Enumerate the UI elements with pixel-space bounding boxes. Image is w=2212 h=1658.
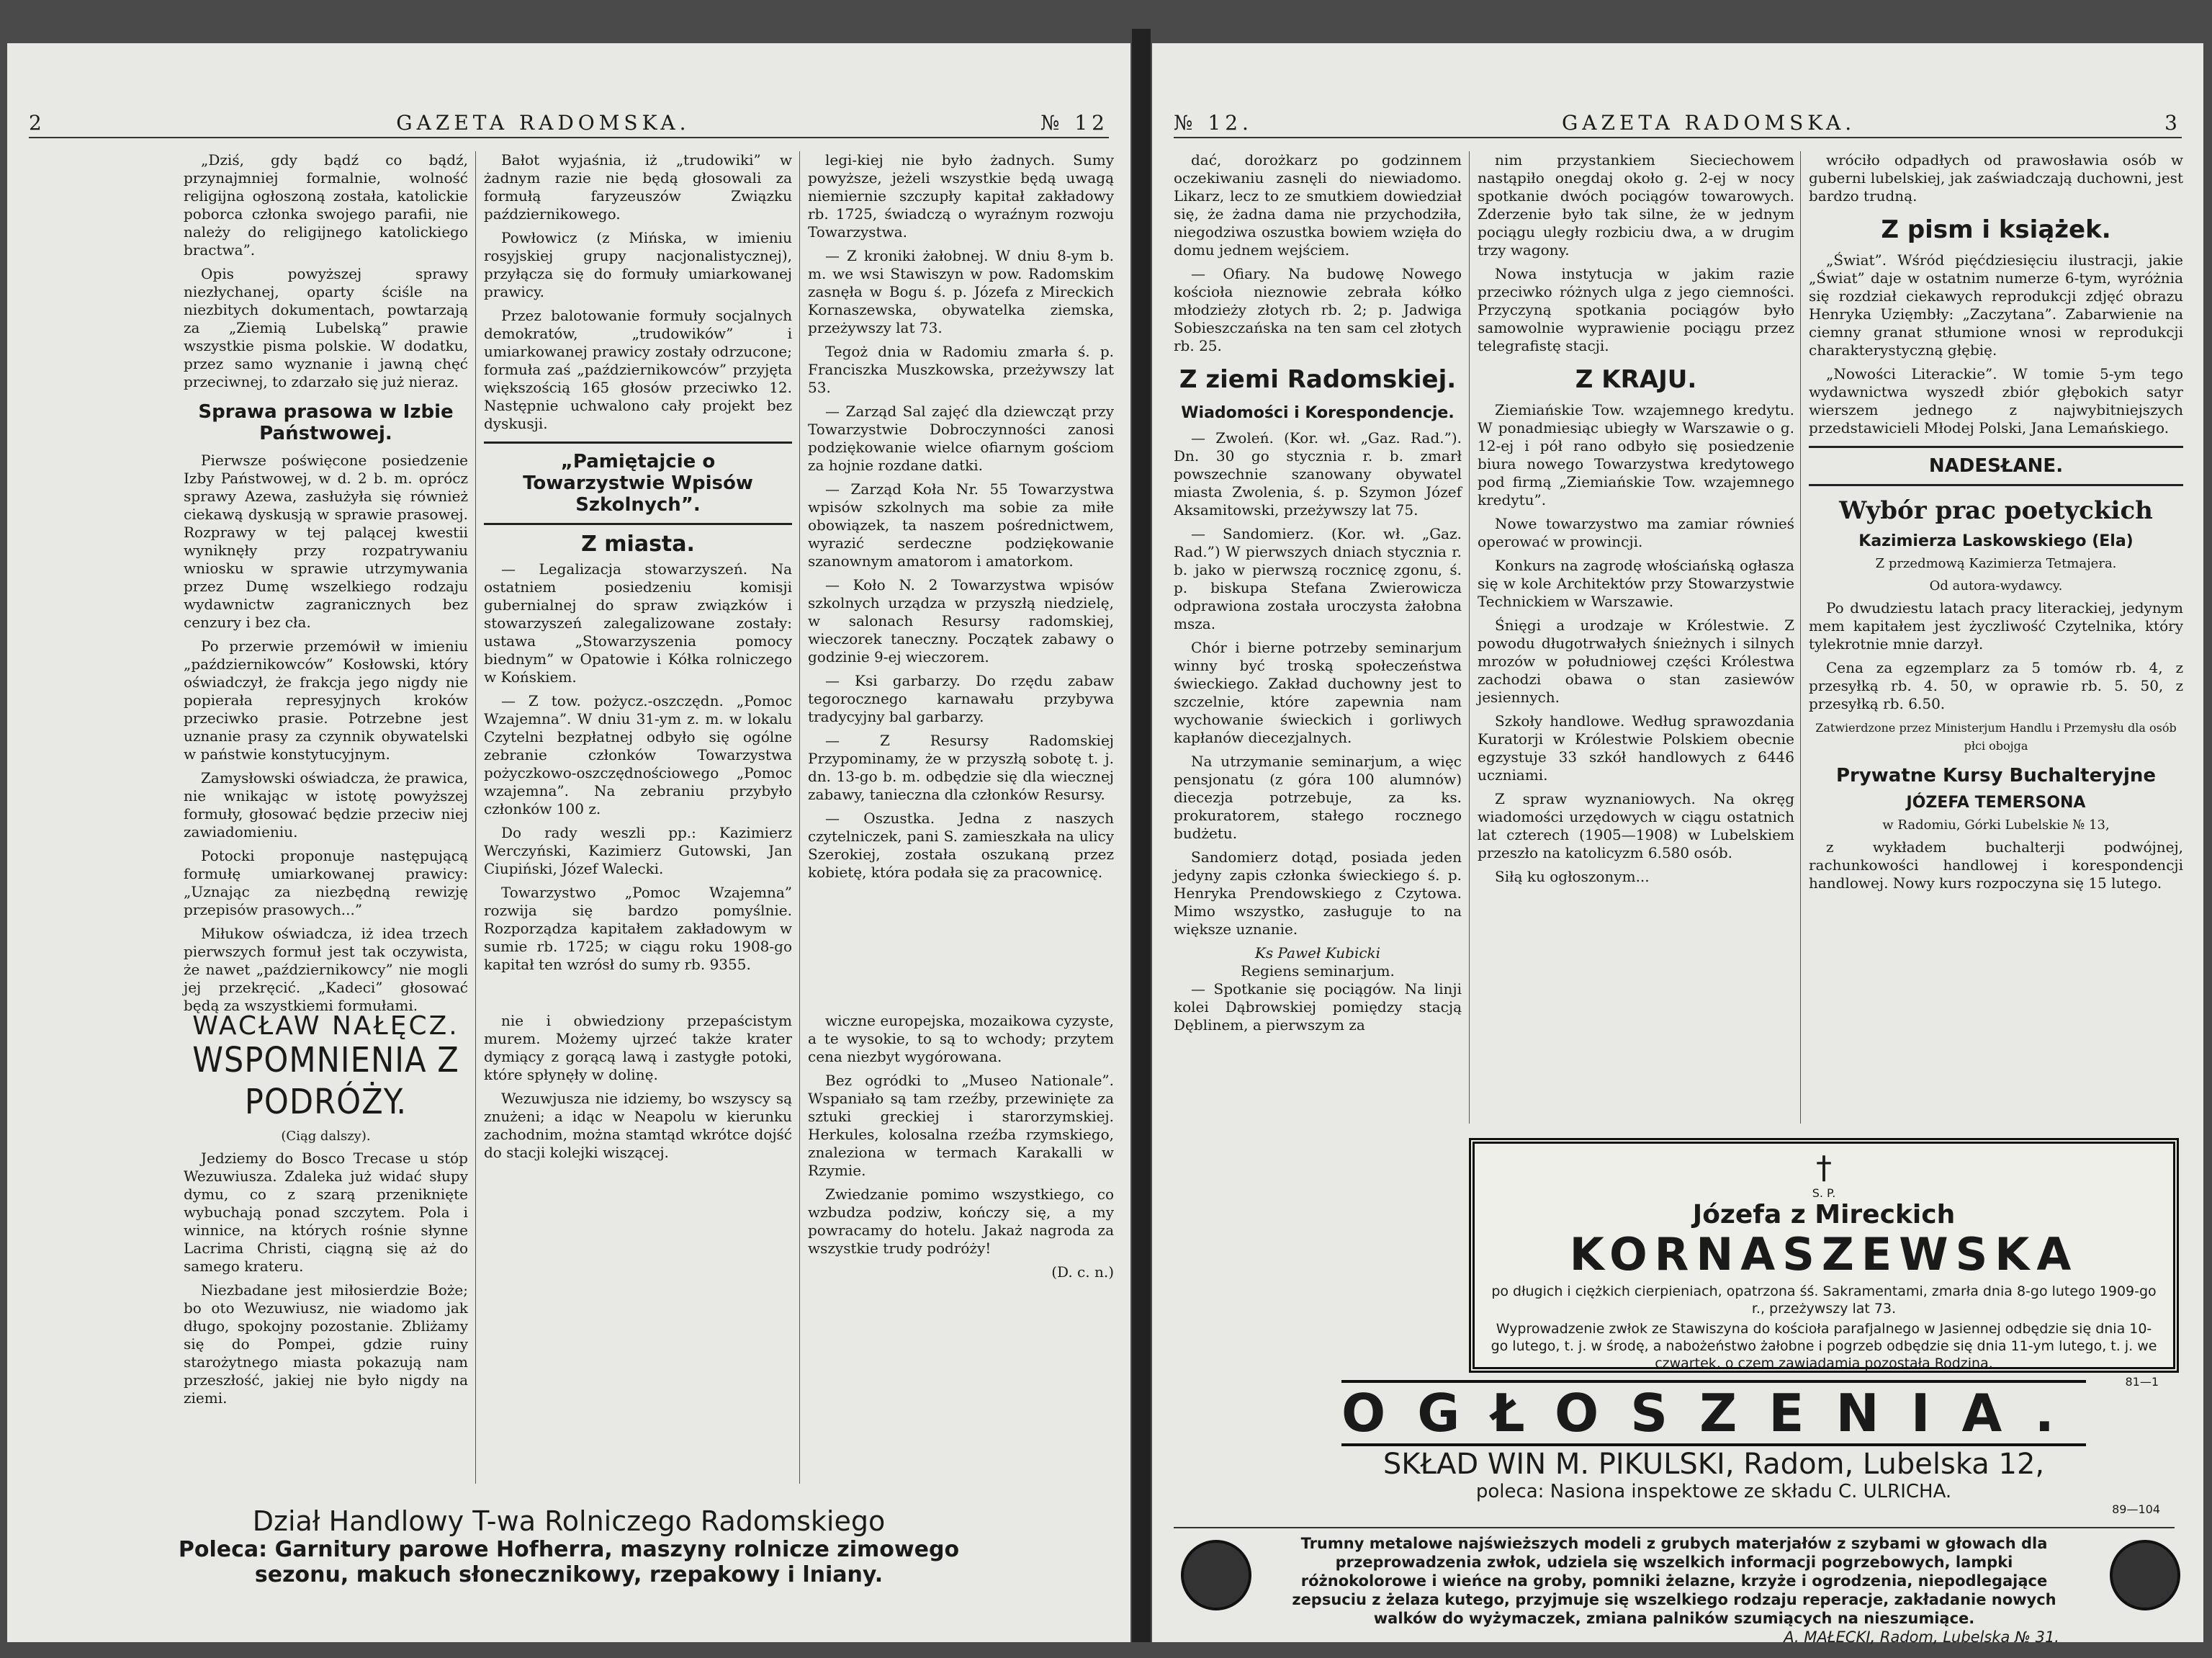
- paragraph: „Nowości Literackie”. W tomie 5-ym tego wydawnictwa wyszedł zbiór głębokich satyr wierszem jednego z najwybitniejszych przedstawicieli Młodej Polski, Jana Lemańskiego.: [1809, 365, 2183, 436]
- paragraph: Towarzystwo „Pomoc Wzajemna” rozwija się bardzo pomyślnie. Rozporządza kapitałem zakładowym w sumie rb. 1725; w ciągu roku 1908-go kapitał ten wzrósł do sumy rb. 9355.: [484, 884, 792, 973]
- ad-text: Trumny metalowe najświeższych modeli z grubych materjałów z szybami w głowach dla przeprowadzenia zwłok, udziela się wszelkich informacji pogrzebowych, lampki różnokolorowe i wieńce na groby, pomniki żelazne, krzyże i ogrodzenia, niepodlegające zepsuciu z żelaza kutego, przyjmuje się wszelkiego rodzaju reperacje, zakładanie nowych walków do wyżymaczek, zmiana palników szumiących na nieszumiące.: [1292, 1535, 2056, 1627]
- paragraph: — Zarząd Sal zajęć dla dziewcząt przy Towarzystwie Dobroczynności zanosi podziękowanie wielce ofiarnym gościom za hojnie rozdane datki.: [808, 403, 1114, 474]
- obit-surname: KORNASZEWSKA: [1569, 1228, 2079, 1281]
- paragraph: — Koło N. 2 Towarzystwa wpisów szkolnych urządza w przyszłą niedzielę, w salonach Resursy radomskiej, wieczorek taneczny. Początek zabawy o godzinie 9-ej wieczorem.: [808, 576, 1114, 666]
- paragraph: „Świat”. Wśród pięćdziesięciu ilustracji, jakie „Świat” daje w ostatnim numerze 6-tym, wyróżnia się rozdział ciekawych reprodukcji zdjęć obrazu Henryka Uzięmbły: „Zaczytana”. Zabarwienie na ciemny granat stłumione wnosi w reprodukcji charakterystyczną głębię.: [1809, 251, 2183, 359]
- paragraph: Bałot wyjaśnia, iż „trudowiki” w żadnym razie nie będą głosowali za formułą faryzeuszów Związku październikowego.: [484, 151, 792, 223]
- boxed-appeal: „Pamiętajcie o Towarzystwie Wpisów Szkolnych”.: [484, 442, 792, 525]
- left-col-2-continued: [484, 1012, 792, 1484]
- school-address: w Radomiu, Górki Lubelskie № 13,: [1882, 817, 2110, 833]
- approval-note: Zatwierdzone przez Ministerjum Handlu i Przemysłu dla osób płci obojga: [1815, 721, 2177, 753]
- right-running-head: [1174, 108, 2182, 138]
- ad-signature: A. MAŁECKI, Radom, Lubelska № 31.: [1784, 1628, 2059, 1646]
- right-col-1: [1174, 151, 1462, 1520]
- paragraph: — Zarząd Koła Nr. 55 Towarzystwa wpisów szkolnych ma sobie za miłe obowiązek, ta naszem pośrednictwem, wyrazić serdeczne podziękowanie szanownym amatorom i amatorkom.: [808, 480, 1114, 570]
- section-heading: Z KRAJU.: [1575, 365, 1697, 394]
- paragraph: dać, dorożkarz po godzinnem oczekiwaniu zasnęli do niewiadomo. Likarz, lecz to ze smutkiem dowiedział się, że żadna dama nie przychodziła, niegodziwa oszustka bowiem wzięła do domu jednem wejściem.: [1174, 151, 1462, 259]
- paragraph: nim przystankiem Sieciechowem nastąpiło onegdaj około g. 2-ej w nocy spotkanie dwóch pociągów towarowych. Zderzenie było tak silne, że w jednym pociągu uległy rozbiciu dwa, a w drugim trzy wagony.: [1478, 151, 1794, 259]
- paragraph: Potocki proponuje następującą formułę umiarkowanej prawicy: „Uznając za niezbędną rewizję przepisów prasowych...”: [184, 847, 468, 918]
- section-heading: Z miasta.: [581, 532, 695, 557]
- left-col-3: [808, 151, 1114, 1001]
- signature: Ks Paweł Kubicki: [1254, 944, 1381, 962]
- travels-title: WSPOMNIENIA Z PODRÓŻY.: [192, 1040, 459, 1122]
- running-title: GAZETA RADOMSKA.: [1561, 110, 1856, 135]
- travels-column: [184, 1008, 468, 1484]
- running-title: GAZETA RADOMSKA.: [396, 110, 691, 135]
- section-heading: Sprawa prasowa w Izbie Państwowej.: [198, 401, 454, 444]
- column-rule: [1469, 151, 1470, 1124]
- paragraph: Do rady weszli pp.: Kazimierz Werczyński, Kazimierz Gutowski, Jan Ciupiński, Józef Walecki.: [484, 824, 792, 877]
- right-page: [1152, 43, 2203, 1646]
- paragraph: nie i obwiedziony przepaścistym murem. Możemy ujrzeć także krater dymiący z gorącą lawą i zastygłe potoki, które spłynęły w dolinę.: [484, 1012, 792, 1083]
- agri-ad: [151, 1505, 986, 1587]
- paragraph: legi-kiej nie było żadnych. Sumy powyższe, jeżeli wszystkie będą uwagą niemiernie szczupły kapitał zakładowy rb. 1725, świadczą o wyraźnym rozwoju Towarzystwa.: [808, 151, 1114, 241]
- issue-number: № 12.: [1174, 110, 1253, 135]
- left-col-1: [184, 151, 468, 1014]
- paragraph: „Dziś, gdy bądź co bądź, przynajmniej formalnie, wolność religijna ogłoszoną została, katolickie poborca członka swojego parafii, nie należy do religijnego katolickiego bractwa”.: [184, 151, 468, 259]
- obit-text: po długich i ciężkich cierpieniach, opatrzona śś. Sakramentami, zmarła dnia 8-go lutego 1909-go r., przeżywszy lat 73.: [1491, 1283, 2157, 1317]
- section-heading: NADESŁANE.: [1809, 446, 2183, 486]
- paragraph: — Sandomierz. (Kor. wł. „Gaz. Rad.”) W pierwszych dniach stycznia r. b. jako w pierwszą rocznicę zgonu, ś. p. biskupa Stefana Zwierowicza odprawiona została uroczysta żałobna msza.: [1174, 525, 1462, 632]
- section-subheading: Wiadomości i Korespondencje.: [1181, 404, 1455, 422]
- paragraph: Ziemiańskie Tow. wzajemnego kredytu. W ponadmiesiąc ubiegły w Warszawie o g. 12-ej i pół rano odbyło się posiedzenie biura nowego Towarzystwa kredytowego pod firmą „Ziemiańskie Tow. wzajemnego kredytu”.: [1478, 401, 1794, 508]
- wine-shop-ad: [1267, 1448, 2160, 1516]
- ads-heading: [1267, 1383, 2160, 1443]
- left-col-2: [484, 151, 792, 1001]
- paragraph: — Zwoleń. (Kor. wł. „Gaz. Rad.”). Dn. 30 go stycznia r. b. zmarł powszechnie szanowany obywatel miasta Zwolenia, ś. p. Szymon Józef Aksamitowski, przeżywszy lat 75.: [1174, 429, 1462, 519]
- column-rule: [475, 151, 476, 1484]
- paragraph: Tegoż dnia w Radomiu zmarła ś. p. Franciszka Muszkowska, przeżywszy lat 53.: [808, 343, 1114, 396]
- obit-text: Wyprowadzenie zwłok ze Stawiszyna do kościoła parafjalnego w Jasiennej odbędzie się dnia 10-go lutego, t. j. w środę, a nabożeństwo żałobne i pogrzeb odbędzie się dnia 11-ym lutego, t. j. we czwartek, o czem zawiadamia pozostała Rodzina.: [1491, 1321, 2157, 1371]
- ad-headline: SKŁAD WIN M. PIKULSKI, Radom, Lubelska 12,: [1382, 1448, 2045, 1481]
- paragraph: Chór i bierne potrzeby seminarjum winny być troską społeczeństwa świeckiego. Zakład duchowny jest to szczelnie, które zapewnia nam wychowanie świeckich i gorliwych kapłanów diecezjalnych.: [1174, 639, 1462, 746]
- paragraph: Nowe towarzystwo ma zamiar równieś operować w prowincji.: [1478, 515, 1794, 550]
- paragraph: wróciło odpadłych od prawosławia osób w guberni lubelskiej, jak zaświadczają duchowni, jest bardzo trudną.: [1809, 151, 2183, 205]
- cross-icon: †: [1816, 1150, 1832, 1186]
- ad-text: poleca: Nasiona inspektowe ze składu C. ULRICHA.: [1475, 1481, 1952, 1502]
- paragraph: Siłą ku ogłoszonym...: [1495, 868, 1650, 885]
- paragraph: Zamysłowski oświadcza, że prawica, nie wnikając w istotę powyższej formuły, głosować będzie przeciw niej zawiadomieniu.: [184, 769, 468, 841]
- ad-text: Poleca: Garnitury parowe Hofherra, maszyny rolnicze zimowego sezonu, makuch słonecznikowy, rzepakowy i lniany.: [178, 1537, 960, 1587]
- paragraph: Cena za egzemplarz za 5 tomów rb. 4, z przesyłką rb. 4. 50, w oprawie rb. 5. 50, z przesyłką rb. 6.50.: [1809, 659, 2183, 712]
- paragraph: Zwiedzanie pomimo wszystkiego, co wzbudza podziw, kończy się, a my powracamy do hotelu. Jakaż nagroda za wszystkie trudy podróży!: [808, 1186, 1114, 1257]
- school-title: Prywatne Kursy Buchalteryjne: [1835, 765, 2157, 787]
- page-number: 3: [2164, 110, 2182, 135]
- section-heading: Z pism i książek.: [1881, 215, 2111, 244]
- paragraph: Przez balotowanie formuły socjalnych demokratów, „trudowików” i umiarkowanej prawicy zostały odrzucone; formuła zaś „październikowców” przyjęta większością 165 głosów przeciwko 12. Następnie uchwalono cały projekt bez dyskusji.: [484, 307, 792, 432]
- issue-number: № 12: [1040, 110, 1109, 135]
- left-col-3-continued: [808, 1012, 1114, 1484]
- left-running-head: [29, 108, 1109, 138]
- paragraph: — Oszustka. Jedna z naszych czytelniczek, pani S. zamieszkała na ulicy Szerokiej, została oszukaną przez kobietę, która podała się za pracownicę.: [808, 810, 1114, 881]
- obit-name-first: Józefa z Mireckich: [1692, 1200, 1956, 1229]
- column-rule: [1800, 151, 1801, 1124]
- paragraph: Na utrzymanie seminarjum, a więc pensjonatu (z góra 100 alumnów) diecezja potrzebuje, za ks. prokuratorem, stałego rocznego budżetu.: [1174, 753, 1462, 842]
- right-col-2: [1478, 151, 1794, 1124]
- paragraph: Niezbadane jest miłosierdzie Boże; bo oto Wezuwiusz, nie wiadomo jak długo, spokojny pozostanie. Zbliżamy się do Pompei, gdzie ruiny starożytnego miasta pokazują nam przeszłość, jakiej nie było nigdy na ziemi.: [184, 1281, 468, 1407]
- section-heading: Z ziemi Radomskiej.: [1179, 365, 1457, 394]
- paragraph: Miłukow oświadcza, iż idea trzech pierwszych formuł jest tak oczywista, że nawet „październikowcy” nie mogli jej przekręcić. „Kadeci” głosować będą za wszystkiemi formułami.: [184, 925, 468, 1014]
- ad-headline: Dział Handlowy T-wa Rolniczego Radomskiego: [252, 1505, 886, 1537]
- paragraph: Śnięgi a urodzaje w Królestwie. Z powodu długotrwałych śnieżnych i silnych mrozów w południowej części Królestwa zachodzi obawa o stan zasiewów jesiennych.: [1478, 617, 1794, 706]
- ads-heading-text: OGŁOSZENIA.: [1341, 1380, 2086, 1446]
- obit-number: 81—1: [2125, 1375, 2159, 1389]
- signature-role: Regiens seminarjum.: [1241, 962, 1395, 980]
- paragraph: Powłowicz (z Mińska, w imieniu rosyjskiej grupy nacjonalistycznej), przyłącza się do formuły umiarkowanej prawicy.: [484, 229, 792, 300]
- author-name: WACŁAW NAŁĘCZ.: [192, 1011, 459, 1041]
- right-col-3: [1809, 151, 2183, 1124]
- book-preface: Z przedmową Kazimierza Tetmajera.: [1875, 556, 2117, 571]
- school-owner: JÓZEFA TEMERSONA: [1906, 794, 2086, 812]
- paragraph: Nowa instytucja w jakim razie przeciwko różnych ulga z jego ciemności. Przyczyną spotkania pociągów było samowolnie wyprawienie pociągu przez telegrafistę stacji.: [1478, 265, 1794, 354]
- book-gutter: [1132, 29, 1151, 1642]
- paragraph: — Spotkanie się pociągów. Na linji kolei Dąbrowskiej pomiędzy stacją Dęblinem, a pierwszym za: [1174, 980, 1462, 1034]
- paragraph: — Z kroniki żałobnej. W dniu 8-ym b. m. we wsi Stawiszyn w pow. Radomskim zasnęła w Bogu ś. p. Józefa z Mireckich Kornaszewska, obywatelka ziemska, przeżywszy lat 73.: [808, 247, 1114, 336]
- paragraph: — Ofiary. Na budowę Nowego kościoła nieznowie zebrała kółko młodzieży złotych rb. 2; p. Jadwiga Sobieszczańska na ten sam cel złotych rb. 25.: [1174, 265, 1462, 354]
- paragraph: Po przerwie przemówił w imieniu „październikowców” Kosłowski, który oświadczył, że frakcja jego nigdy nie popierała represyjnych kroków przeciwko prasie. Potrzebne jest uznanie prasy za czynnik obywatelski w państwie konstytucyjnym.: [184, 637, 468, 763]
- obituary-notice: [1469, 1138, 2179, 1389]
- paragraph: Bez ogródki to „Museo Nationale”. Wspaniało są tam rzeźby, przewinięte za sztuki greckiej i starorzymskiej. Herkules, kolosalna rzeźba rzymskiego, znaleziona w termach Karakalli w Rzymie.: [808, 1072, 1114, 1179]
- book-title: Wybór prac poetyckich: [1839, 496, 2153, 525]
- paragraph: Pierwsze poświęcone posiedzenie Izby Państwowej, w d. 2 b. m. oprócz sprawy Azewa, zasłużyła się również ciekawą dyskusją w sprawie prasowej. Rozprawy w tej palącej kwestii wyniknęły przy rozpatrywaniu wniosku w sprawie utrzymywania przez Dumę wszelkiego rodzaju wydawnictw zagranicznych bez cenzury i bez cła.: [184, 452, 468, 631]
- obit-small: S. P.: [1812, 1186, 1836, 1200]
- book-note: Od autora-wydawcy.: [1929, 578, 2063, 593]
- paragraph: Szkoły handlowe. Według sprawozdania Kuratorji w Królestwie Polskiem obecnie egzystuje 33 szkół handlowych z 6446 uczniami.: [1478, 712, 1794, 784]
- signature: (D. c. n.): [1051, 1263, 1114, 1281]
- paragraph: — Z tow. pożycz.-oszczędn. „Pomoc Wzajemna”. W dniu 31-ym z. m. w lokalu Czytelni bezpłatnej odbyło się ogólne zebranie członków Towarzystwa pożyczkowo-oszczędnościowego „Pomoc wzajemna”. Na zebraniu przybyło członków 100 z.: [484, 692, 792, 817]
- paragraph: Konkurs na zagrodę włościańską ogłasza się w kole Architektów przy Stowarzystwie Technickiem w Warszawie.: [1478, 557, 1794, 610]
- paragraph: — Ksi garbarzy. Do rzędu zabaw tegorocznego karnawału przybywa tradycyjny bal garbarzy.: [808, 672, 1114, 725]
- paragraph: Jedziemy do Bosco Trecase u stóp Wezuwiusza. Zdaleka już widać słupy dymu, co z szarą przeniknięte wybuchają ponad szczytem. Pola i winnice, na których rośnie słynne Lacrima Christi, ciągną się aż do samego krateru.: [184, 1150, 468, 1275]
- paragraph: — Legalizacja stowarzyszeń. Na ostatniem posiedzeniu komisji gubernialnej do spraw związków i stowarzyszeń zalegalizowane zostały: ustawa „Stowarzyszenia pomocy biednym” w Opatowie i Kółka rolniczego w Końskiem.: [484, 560, 792, 686]
- book-author: Kazimierza Laskowskiego (Ela): [1858, 532, 2134, 550]
- ad-number: 89—104: [2112, 1502, 2160, 1516]
- paragraph: Opis powyższej sprawy niezłychanej, oparty ściśle na niezbitych dokumentach, powtarzają za „Ziemią Lubelską” prawie wszystkie pisma polskie. W dodatku, przez samo wyznanie i jawną chęć przeciwnej, to zdarzało się już nieraz.: [184, 265, 468, 390]
- paragraph: Z spraw wyznaniowych. Na okręg wiadomości urzędowych w ciągu ostatnich lat czterech (1905—1908) w Lubelskiem przeszło na katolicyzm 6.580 osób.: [1478, 790, 1794, 861]
- column-rule: [799, 151, 800, 1484]
- paragraph: wiczne europejska, mozaikowa cyzyste, a te wysokie, to są to wchody; przytem cena niezbyt wygórowana.: [808, 1012, 1114, 1065]
- left-page: [7, 43, 1130, 1642]
- page-number: 2: [29, 110, 46, 135]
- paragraph: — Z Resursy Radomskiej Przypominamy, że w przyszłą sobotę t. j. dn. 13-go b. m. odbędzie się dla wiecznej zabawy, tanieczna dla członków Resursy.: [808, 732, 1114, 803]
- paragraph: Po dwudziestu latach pracy literackiej, jedynym mem kapitałem jest życzliwość Czytelnika, który tylekrotnie mnie darzył.: [1809, 599, 2183, 653]
- continued-note: (Ciąg dalszy).: [281, 1129, 371, 1144]
- paragraph: Sandomierz dotąd, posiada jeden jedyny zapis członka świeckiego ś. p. Henryka Prendowskiego z Czytowa. Mimo wszystko, zasługuje to na większe uznanie.: [1174, 848, 1462, 938]
- paragraph: Wezuwjusza nie idziemy, bo wszyscy są znużeni; a idąc w Neapolu w kierunku zachodnim, można stamtąd wkrótce dojść do stacji kolejki wiszącej.: [484, 1090, 792, 1161]
- paragraph: z wykładem buchalterji podwójnej, rachunkowości handlowej i korespondencji handlowej. Nowy kurs rozpoczyna się 15 lutego.: [1809, 838, 2183, 892]
- coffin-ad: [1174, 1527, 2175, 1646]
